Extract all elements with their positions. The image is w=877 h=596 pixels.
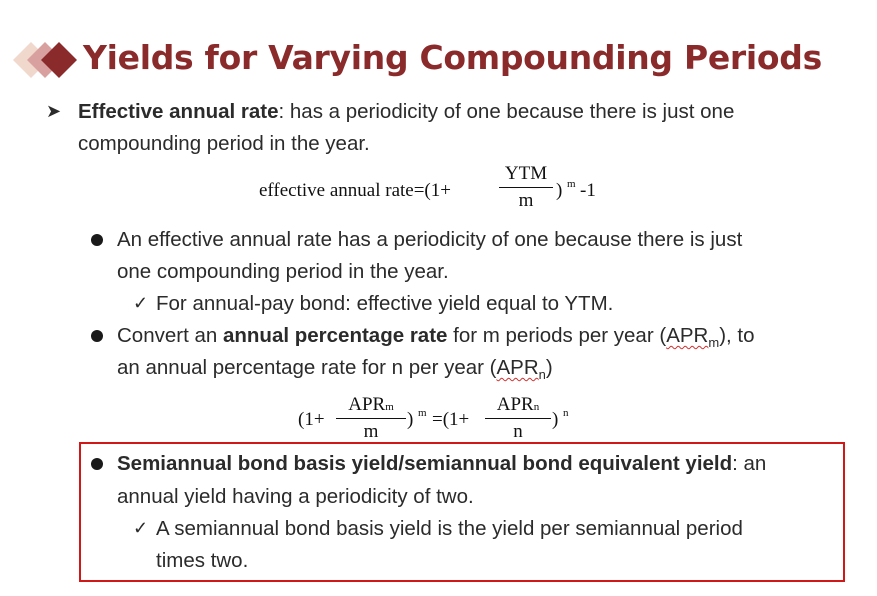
fraction-bar	[485, 418, 551, 419]
bullet3-check-line1: A semiannual bond basis yield is the yield per semiannual period	[156, 517, 743, 540]
formula1-lhs: effective annual rate=(1+	[259, 180, 451, 201]
formula2-open: (1+	[298, 409, 325, 430]
formula1-fraction	[499, 163, 553, 212]
formula2-fraction2: APRn n	[485, 394, 551, 443]
check-icon: ✓	[133, 518, 149, 538]
formula2-eq: =(1+	[432, 409, 470, 430]
formula2-fraction1: APRm m	[336, 394, 406, 443]
bullet3-line1: Semiannual bond basis yield/semiannual bond equivalent yield: an	[117, 452, 767, 475]
term-effective-annual-rate: Effective annual rate	[78, 100, 279, 123]
apr-m-term: $APR_m$	[666, 324, 720, 350]
formula1-denominator: m	[518, 190, 534, 211]
page-title: Yields for Varying Compounding Periods	[83, 38, 822, 77]
bullet1-check1: For annual-pay bond: effective yield equal to YTM.	[156, 292, 614, 315]
formula1-exponent: m	[567, 178, 576, 190]
formula2-close1: )	[407, 409, 414, 430]
formula1-close: )	[556, 180, 563, 201]
bullet1-line2: one compounding period in the year.	[117, 260, 449, 283]
formula1-tail: -1	[580, 180, 596, 201]
apr-n-term: $APR_n$	[496, 356, 546, 382]
point1-line2: compounding period in the year.	[78, 132, 370, 155]
round-bullet-icon	[91, 234, 103, 246]
formula1-numerator: YTM	[504, 163, 548, 184]
formula2-exp1: m	[418, 407, 427, 419]
bullet2-line2: an annual percentage rate for n per year $(APR_n)$	[117, 356, 553, 382]
bullet3-check-line2: times two.	[156, 549, 249, 572]
formula2-close2: )	[552, 409, 559, 430]
round-bullet-icon	[91, 330, 103, 342]
fraction-bar	[336, 418, 406, 419]
bullet3-line2: annual yield having a periodicity of two.	[117, 485, 474, 508]
point1-line1: Effective annual rate: has a periodicity of one because there is just one	[78, 100, 735, 123]
formula2-exp2: n	[563, 407, 569, 419]
bullet1-line1: An effective annual rate has a periodicity of one because there is just	[117, 228, 743, 251]
bullet2-line1: Convert an annual percentage rate for m periods per year $(APR_m)$, to	[117, 324, 755, 350]
check-icon: ✓	[133, 293, 149, 313]
round-bullet-icon	[91, 458, 103, 470]
arrow-bullet-icon: ➤	[46, 101, 62, 121]
fraction-bar	[499, 187, 553, 188]
diamonds-icon	[13, 38, 79, 82]
